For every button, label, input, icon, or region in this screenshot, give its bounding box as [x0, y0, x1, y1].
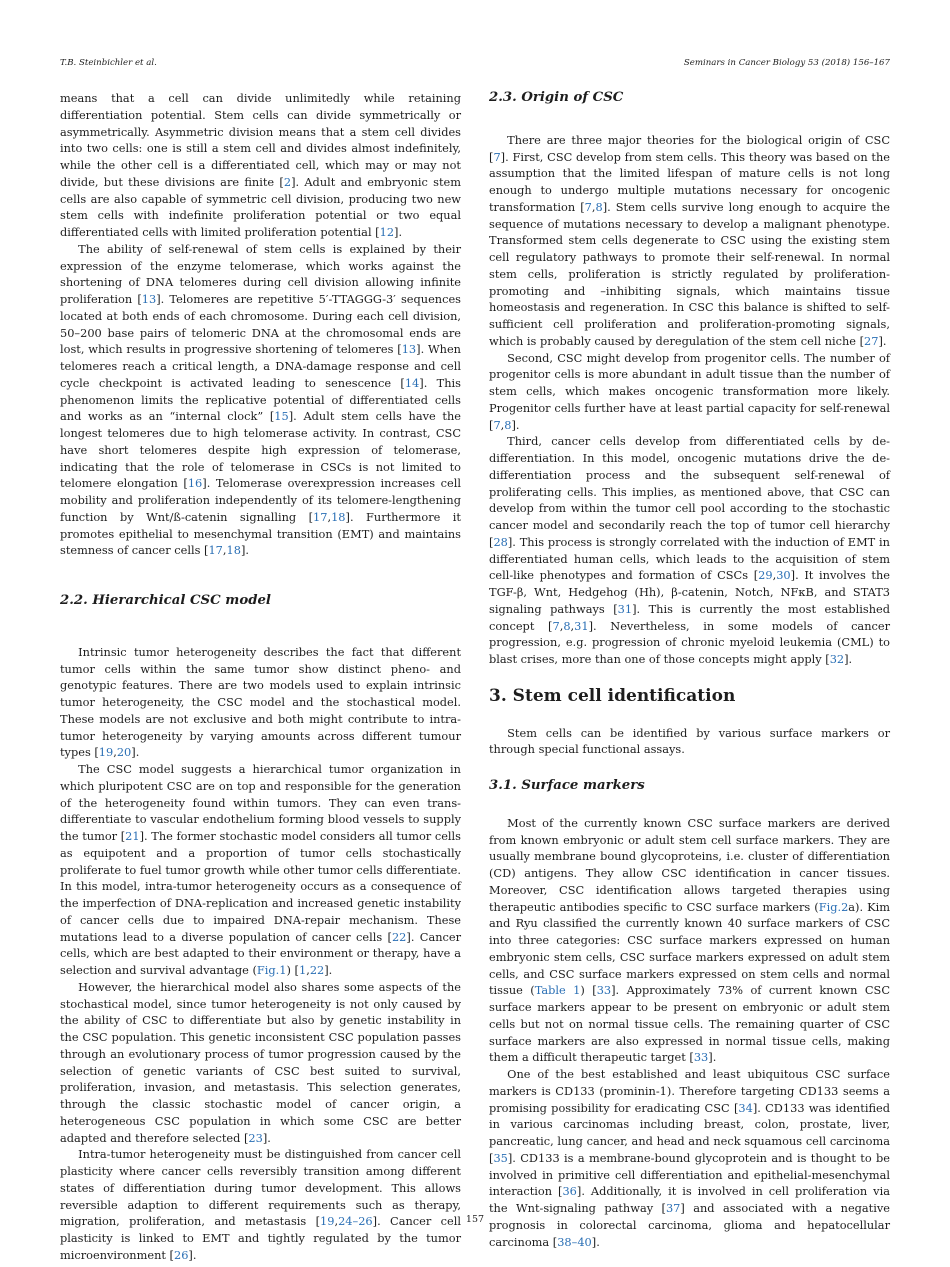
paragraph-text: ].: [844, 652, 853, 666]
paragraph-text: ]. CD133 was identified in various carcinomas including breast, colon, prostate, liver, pancreatic, lung cancer, and head and neck squamous cell carcinoma [: [489, 1100, 890, 1165]
paragraph: [489, 132, 890, 350]
page-number: 157: [465, 1214, 485, 1225]
citation-link[interactable]: 7: [493, 417, 501, 432]
citation-link[interactable]: 8: [595, 199, 603, 214]
paragraph-text: ]. Approximately 73% of current known CSC surface markers appear to be present on embryonic or adult stem cells but not on normal tissue cells. The remaining quarter of CSC surface markers are also expressed in normal tissue cells, making them a difficult therapeutic target [: [489, 983, 890, 1065]
paragraph-text: ) [: [580, 983, 597, 998]
section-heading-2-3: 2.3. Origin of CSC: [489, 90, 624, 105]
citation-link[interactable]: 7: [552, 618, 560, 633]
citation-link[interactable]: 1: [298, 963, 307, 977]
section-heading-3-1: 3.1. Surface markers: [489, 778, 645, 793]
citation-link[interactable]: 27: [864, 333, 879, 348]
paragraph-text: ,: [559, 618, 564, 633]
paragraph: [60, 979, 461, 1147]
paragraph-text: ]. Additionally, it is involved in cell proliferation via the Wnt-signaling pathway [: [489, 1184, 890, 1215]
citation-link[interactable]: 38–40: [557, 1234, 592, 1249]
paragraph: [489, 350, 890, 434]
paragraph-text: Third, cancer cells develop from differentiated cells by de-differentiation. In this model, oncogenic mutations drive the de-differentiation process and the subsequent self-renewal of proliferating cells. This implies, as mentioned above, that CSC can develop from within the tumor cell pool according to the stochastic cancer model and secondarily reach the top of tumor cell hierarchy [: [489, 434, 890, 549]
paragraph-text: ]. Cancer cell plasticity is linked to EMT and tightly regulated by the tumor microenvironment [: [60, 1214, 461, 1262]
citation-link[interactable]: 26: [173, 1247, 189, 1262]
paragraph-text: ]. The former stochastic model considers all tumor cells as equipotent and a proportion of tumor cells stochastically proliferate to fuel tumor growth while other tumor cells differentiate. In this model, intra-tumor heterogeneity occurs as a consequence of the imperfection of DNA-replication and increased genetic instability of cancer cells due to impaired DNA-repair mechanism. These mutations lead to a diverse population of cancer cells [: [60, 829, 461, 944]
paragraph-text: ]. It involves the TGF-β, Wnt, Hedgehog (Hh), β-catenin, Notch, NFκB, and STAT3 signaling pathways [: [489, 568, 891, 616]
paragraph-text: ]. First, CSC develop from stem cells. This theory was based on the assumption that the limited lifespan of mature cells is not long enough to undergo multiple mutations necessary for oncogenic transformation [: [489, 149, 890, 214]
paragraph-text: ].: [591, 1234, 600, 1249]
citation-link[interactable]: 13: [141, 292, 157, 306]
section-heading-3: 3. Stem cell identification: [489, 685, 736, 706]
paragraph-text: The ability of self-renewal of stem cells is explained by their expression of the enzyme telomerase, which works against the shortening of DNA telomeres during cell division allowing infinite proliferation [: [60, 241, 461, 306]
citation-link[interactable]: 28: [493, 534, 508, 549]
paragraph-text: ].: [708, 1050, 717, 1065]
paragraph: [60, 241, 461, 559]
paragraph-text: ].: [188, 1247, 197, 1262]
citation-link[interactable]: 17: [313, 509, 328, 524]
left-column: [60, 90, 461, 1264]
paragraph-text: Second, CSC might develop from progenitor cells. The number of progenitor cells is more abundant in adult tissue than the number of stem cells, which makes oncogenic transformation more likely. Progenitor cells further have at least partial capacity for self-renewal [: [489, 350, 890, 432]
citation-link[interactable]: 32: [829, 652, 845, 666]
paragraph-text: means that a cell can divide unlimitedly while retaining differentiation potential. Stem cells can divide symmetrically or asymmetrically. Asymmetric division means that a stem cell divides into two cells: one is still a stem cell and divides almost indefinitely, while the other cell is a differentiated cell, which may or may not divide, but these divisions are finite [: [60, 91, 461, 189]
citation-link[interactable]: 29: [758, 568, 773, 583]
paragraph-text: ,: [327, 509, 332, 524]
citation-link[interactable]: 21: [125, 829, 140, 843]
paragraph-text: ,: [306, 963, 310, 977]
citation-link[interactable]: 18: [226, 543, 241, 558]
paragraph-text: Intrinsic tumor heterogeneity describes the fact that different tumor cells within the same tumor show distinct pheno- and genotypic features. There are two models used to explain intrinsic tumor heterogeneity, the CSC model and the stochastical model. These models are not exclusive and both might contribute to intra-tumor heterogeneity by varying amounts across different tumour types [: [60, 644, 461, 760]
paragraph-text: ,: [222, 543, 227, 558]
running-head-authors: T.B. Steinbichler et al.: [60, 58, 157, 68]
citation-link[interactable]: 33: [693, 1050, 709, 1065]
paragraph-text: ].: [511, 417, 520, 432]
running-head-journal: Seminars in Cancer Biology 53 (2018) 156–167: [683, 58, 890, 68]
paragraph-text: ) [: [286, 963, 299, 977]
paragraph-text: ].: [262, 1130, 271, 1145]
paragraph-text: ].: [394, 225, 403, 239]
running-head: [60, 58, 890, 72]
citation-link[interactable]: 12: [379, 225, 395, 239]
citation-link[interactable]: 8: [563, 618, 571, 633]
right-column: [489, 90, 890, 1250]
paragraph: [489, 433, 890, 668]
paragraph: [60, 644, 461, 761]
citation-link[interactable]: 16: [187, 476, 203, 491]
citation-link[interactable]: 22: [309, 963, 325, 977]
paragraph-text: ]. This process is strongly correlated with the induction of EMT in differentiated human cells, which leads to the acquisition of stem cell-like phenotypes and formation of CSCs [: [489, 534, 890, 583]
citation-link[interactable]: 20: [116, 745, 132, 760]
citation-link[interactable]: 19: [98, 745, 114, 760]
paragraph-text: ]. Furthermore it promotes epithelial to mesenchymal transition (EMT) and maintains stemness of cancer cells [: [60, 509, 461, 558]
citation-link[interactable]: 8: [504, 417, 512, 432]
paragraph-text: Intra-tumor heterogeneity must be distinguished from cancer cell plasticity where cancer cells reversibly transition among different states of differentiation during tumor development. This allows reversible adaption to different requirements such as therapy, migration, proliferation, and metastasis [: [60, 1147, 461, 1229]
citation-link[interactable]: 2: [283, 174, 292, 189]
citation-link[interactable]: 36: [562, 1184, 577, 1199]
paragraph-text: ].: [240, 543, 249, 558]
paragraph-text: Stem cells can be identified by various surface markers or through special functional assays.: [489, 725, 890, 757]
paragraph: [60, 1146, 461, 1263]
paragraph-text: However, the hierarchical model also shares some aspects of the stochastical model, since tumor heterogeneity is not only caused by the ability of CSC to differentiate but also by genetic instability in the CSC population. This genetic inconsistent CSC population passes through an evolutionary process of tumor progression caused by the selection of genetic variants of CSC best suited to survival, proliferation, invasion, and metastasis. This selection generates, through the classic stochastic model of cancer origin, a heterogeneous CSC population in which some CSC are better adapted and therefore selected [: [60, 979, 461, 1145]
paragraph-text: ]. Cancer cells, which are best adapted to their environment or therapy, have a selection and survival advantage (: [60, 929, 461, 977]
paragraph: [60, 90, 461, 241]
paragraph: [489, 725, 890, 759]
citation-link[interactable]: 31: [617, 601, 633, 616]
paragraph-text: ]. Adult stem cells have the longest telomeres due to high telomerase activity. In contrast, CSC have short telomeres despite high expression of telomerase, indicating that the role of telomerase in CSCs is not limited to telomere elongation [: [60, 409, 461, 491]
paragraph-text: ,: [113, 745, 117, 760]
paragraph-text: ,: [334, 1214, 339, 1229]
citation-link[interactable]: 13: [401, 342, 417, 357]
citation-link[interactable]: 14: [404, 375, 420, 390]
citation-link[interactable]: Fig.1: [256, 963, 287, 977]
paragraph-text: ,: [500, 417, 505, 432]
citation-link[interactable]: Table 1: [534, 983, 581, 998]
citation-link[interactable]: 7: [493, 149, 501, 164]
paragraph-text: ,: [570, 618, 575, 633]
citation-link[interactable]: 35: [493, 1150, 508, 1165]
paragraph-text: There are three major theories for the biological origin of CSC [: [489, 132, 890, 164]
section-heading-2-2: 2.2. Hierarchical CSC model: [60, 593, 271, 608]
paragraph: [489, 815, 890, 1066]
citation-link[interactable]: 34: [738, 1100, 753, 1115]
paragraph-text: ]. CD133 is a membrane-bound glycoprotein and is thought to be involved in primitive cell differentiation and epithelial-mesenchymal interaction [: [489, 1150, 890, 1199]
paragraph-text: ,: [591, 199, 596, 214]
paragraph-text: ]. Telomerase overexpression increases cell mobility and proliferation independently of its telomere-lengthening function by Wnt/ß-catenin signalling [: [60, 476, 462, 524]
paragraph-text: The CSC model suggests a hierarchical tumor organization in which pluripotent CSC are on top and responsible for the generation of the heterogeneity found within tumors. They can even trans-differentiate to vascular endothelium forming blood vessels to supply the tumor [: [60, 762, 461, 843]
paragraph-text: ].: [131, 745, 140, 760]
paragraph-text: ] and associated with a negative prognosis in colorectal carcinoma, glioma and hepatocellular carcinoma [: [489, 1201, 890, 1249]
paragraph-text: ]. Adult and embryonic stem cells are also capable of symmetric cell division, producing two new stem cells with indefinite proliferation potential or two equal differentiated cells with limited proliferation potential [: [60, 174, 462, 239]
paragraph-text: ]. Telomeres are repetitive 5′-TTAGGG-3′ sequences located at both ends of each chromosome. During each cell division, 50–200 base pairs of telomeric DNA at the chromosomal ends are lost, which results in progressive shortening of telomeres [: [60, 292, 461, 357]
paragraph-text: ].: [324, 963, 333, 977]
citation-link[interactable]: 37: [665, 1201, 681, 1215]
paragraph-text: a). Kim and Ryu classified the currently known 40 surface markers of CSC into three categories: CSC surface markers expressed on human embryonic stem cells, CSC surface markers expressed on adult stem cells, and CSC surface markers expressed on stem cells and normal tissue (: [489, 899, 890, 998]
citation-link[interactable]: 15: [274, 409, 289, 424]
citation-link[interactable]: 33: [596, 983, 612, 998]
paragraph-text: One of the best established and least ubiquitous CSC surface markers is CD133 (prominin-1). Therefore targeting CD133 seems a promising possibility for eradicating CSC [: [489, 1067, 890, 1115]
paragraph-text: ]. Stem cells survive long enough to acquire the sequence of mutations necessary to develop a malignant phenotype. Transformed stem cells degenerate to CSC using the existing stem cell regulatory pathways to promote their self-renewal. In normal stem cells, proliferation is strictly regulated by proliferation-promoting and –inhibiting signals, which maintains tissue homeostasis and regeneration. In CSC this balance is shifted to self-sufficient cell proliferation and proliferation-promoting signals, which is probably caused by deregulation of the stem cell niche [: [489, 199, 890, 348]
citation-link[interactable]: 22: [391, 929, 407, 944]
paragraph: [60, 761, 461, 979]
citation-link[interactable]: 19: [320, 1214, 335, 1229]
citation-link[interactable]: 23: [248, 1130, 263, 1145]
citation-link[interactable]: 24–26: [338, 1214, 373, 1229]
citation-link[interactable]: Fig.2: [818, 899, 849, 914]
citation-link[interactable]: 7: [584, 199, 592, 214]
paragraph-text: ,: [772, 568, 777, 583]
citation-link[interactable]: 18: [331, 509, 346, 524]
citation-link[interactable]: 31: [574, 618, 589, 633]
citation-link[interactable]: 30: [776, 568, 791, 583]
citation-link[interactable]: 17: [208, 543, 223, 558]
paragraph-text: ]. Nevertheless, in some models of cancer progression, e.g. progression of chronic myeloid leukemia (CML) to blast crises, more than one of those concepts might apply [: [489, 618, 890, 666]
paragraph-text: ]. This is currently the most established concept [: [489, 601, 890, 633]
paragraph-text: Most of the currently known CSC surface markers are derived from known embryonic or adult stem cell surface markers. They are usually membrane bound glycoproteins, i.e. cluster of differentiation (CD) antigens. They allow CSC identification in cancer tissues. Moreover, CSC identification allows targeted therapies using therapeutic antibodies specific to CSC surface markers (: [489, 815, 890, 914]
paragraph-text: ]. When telomeres reach a critical length, a DNA-damage response and cell cycle checkpoint is activated leading to senescence [: [60, 342, 461, 390]
paragraph-text: ]. This phenomenon limits the replicative potential of differentiated cells and works as an “internal clock” [: [60, 375, 461, 424]
paragraph-text: ].: [878, 333, 887, 348]
